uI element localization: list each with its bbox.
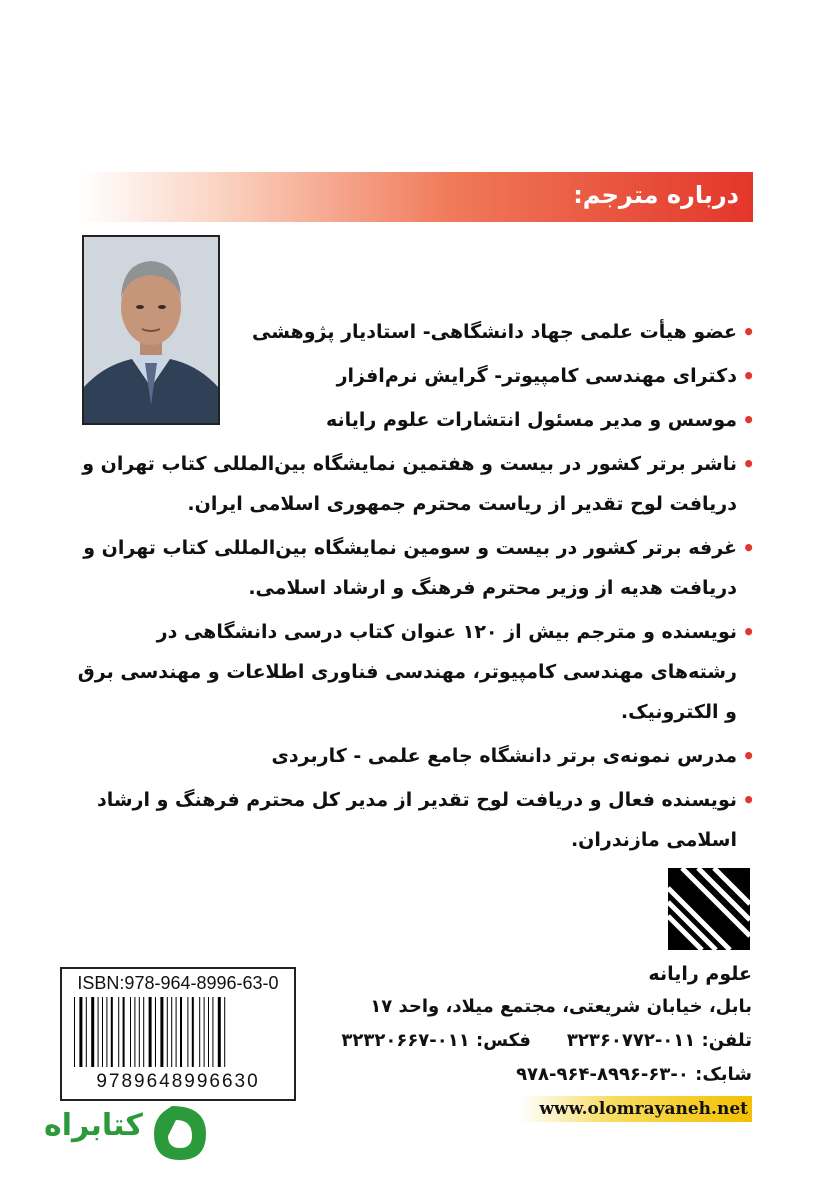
bio-item: • عضو هیأت علمی جهاد دانشگاهی- استادیار پژوهشی <box>75 312 755 352</box>
barcode-digits: 9789648996630 <box>96 1071 260 1092</box>
bio-item: • نویسنده فعال و دریافت لوح تقدیر از مدیر کل محترم فرهنگ و ارشاد اسلامی مازندران. <box>75 780 755 860</box>
publisher-website[interactable]: www.olomrayaneh.net <box>520 1096 752 1122</box>
bio-item: • غرفه برتر کشور در بیست و سومین نمایشگاه بین‌المللی کتاب تهران و دریافت هدیه از وزیر محترم فرهنگ و ارشاد اسلامی. <box>75 528 755 608</box>
publisher-name: علوم رایانه <box>648 963 752 985</box>
ketabrah-logo <box>40 1098 215 1162</box>
bio-item: • مدرس نمونه‌ی برتر دانشگاه جامع علمی - کاربردی <box>75 736 755 776</box>
publisher-contact <box>332 1024 752 1058</box>
publisher-logo-icon <box>668 868 750 950</box>
header-band <box>80 172 753 222</box>
bio-item: • موسس و مدیر مسئول انتشارات علوم رایانه <box>75 400 755 440</box>
publisher-shabak: شابک: ۰-۶۳-۸۹۹۶-۹۶۴-۹۷۸ <box>516 1064 752 1085</box>
publisher-info <box>332 958 752 1092</box>
ketabrah-brand-name: کتابراه <box>44 1108 143 1143</box>
publisher-phone: تلفن: ۰۱۱-۳۲۳۶۰۷۷۲ <box>566 1030 752 1051</box>
isbn-barcode <box>60 967 296 1101</box>
bio-item: • ناشر برتر کشور در بیست و هفتمین نمایشگاه بین‌المللی کتاب تهران و دریافت لوح تقدیر از ریاست محترم جمهوری اسلامی ایران. <box>75 444 755 524</box>
bio-item: • دکترای مهندسی کامپیوتر- گرایش نرم‌افزار <box>75 356 755 396</box>
isbn-label: ISBN:978-964-8996-63-0 <box>77 973 279 993</box>
bio-item: • نویسنده و مترجم بیش از ۱۲۰ عنوان کتاب درسی دانشگاهی در رشته‌های مهندسی کامپیوتر، مهندسی فناوری اطلاعات و مهندسی برق و الکترونیک. <box>75 612 755 732</box>
publisher-fax: فکس: ۰۱۱-۳۲۳۲۰۶۶۷ <box>341 1030 531 1051</box>
publisher-address: بابل، خیابان شریعتی، مجتمع میلاد، واحد ۱۷ <box>370 996 752 1017</box>
header-title: درباره مترجم: <box>573 181 739 209</box>
translator-bio-list <box>75 312 755 864</box>
